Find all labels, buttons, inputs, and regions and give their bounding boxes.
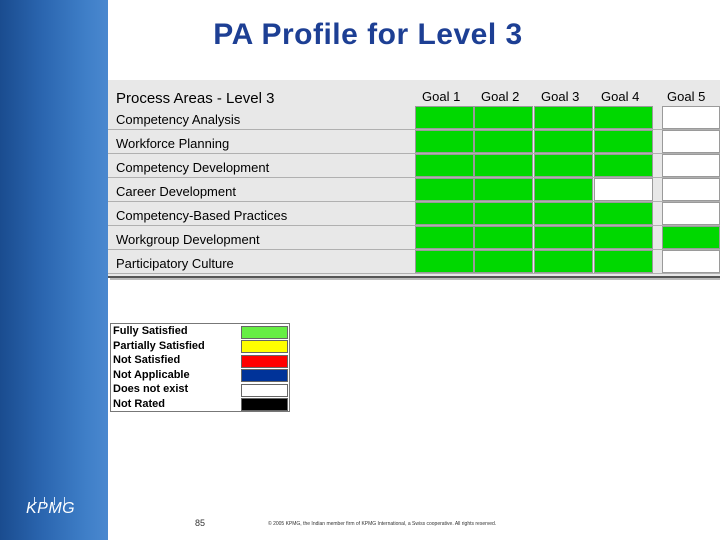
goal-status-cell (662, 106, 720, 129)
goal-status-cell (662, 226, 720, 249)
legend-label: Not Rated (113, 397, 165, 410)
goal-header-2: Goal 2 (481, 89, 520, 104)
legend-label: Partially Satisfied (113, 339, 205, 352)
pa-profile-table (108, 80, 720, 278)
goal-status-cell (415, 202, 474, 225)
row-divider (108, 273, 720, 274)
goal-status-cell (534, 178, 593, 201)
goal-status-cell (474, 250, 533, 273)
goal-status-cell (594, 130, 653, 153)
goal-status-cell (594, 202, 653, 225)
kpmg-logo (0, 500, 108, 524)
goal-status-cell (662, 154, 720, 177)
goal-status-cell (474, 202, 533, 225)
goal-status-cell (594, 178, 653, 201)
legend-swatch (241, 398, 288, 411)
goal-header-4: Goal 4 (601, 89, 640, 104)
legend-swatch (241, 369, 288, 382)
legend-swatch (241, 340, 288, 353)
legend-swatch (241, 326, 288, 339)
goal-status-cell (534, 130, 593, 153)
legend-label: Not Satisfied (113, 354, 181, 366)
goal-status-cell (534, 154, 593, 177)
goal-status-cell (662, 178, 720, 201)
goal-status-cell (662, 250, 720, 273)
row-label: Career Development (116, 184, 236, 199)
goal-header-1: Goal 1 (422, 89, 461, 104)
goal-status-cell (415, 226, 474, 249)
goal-status-cell (474, 130, 533, 153)
goal-status-cell (594, 250, 653, 273)
goal-status-cell (594, 106, 653, 129)
row-label: Workforce Planning (116, 136, 230, 151)
goal-status-cell (474, 106, 533, 129)
goal-status-cell (415, 250, 474, 273)
goal-status-cell (534, 106, 593, 129)
goal-status-cell (474, 154, 533, 177)
legend-label: Does not exist (113, 383, 189, 395)
goal-status-cell (415, 178, 474, 201)
goal-status-cell (534, 202, 593, 225)
goal-status-cell (662, 202, 720, 225)
row-label: Competency Development (116, 160, 270, 175)
page-number: 85 (195, 518, 206, 528)
row-label: Workgroup Development (116, 232, 260, 247)
goal-status-cell (534, 250, 593, 273)
legend-swatch (241, 384, 288, 397)
goal-status-cell (594, 226, 653, 249)
legend-label: Fully Satisfied (113, 325, 188, 337)
goal-header-3: Goal 3 (541, 89, 580, 104)
row-label: Participatory Culture (116, 256, 234, 271)
goal-status-cell (415, 106, 474, 129)
logo-text: KPMG (26, 500, 76, 517)
goal-status-cell (662, 130, 720, 153)
goal-header-5: Goal 5 (667, 89, 706, 104)
row-label: Competency Analysis (116, 112, 241, 127)
goal-status-cell (534, 226, 593, 249)
sidebar-panel (0, 0, 108, 540)
status-legend (110, 323, 290, 412)
goal-status-cell (594, 154, 653, 177)
goal-status-cell (474, 226, 533, 249)
page-title: PA Profile for Level 3 (213, 18, 523, 51)
footer-copyright: © 2005 KPMG, the Indian member firm of KPMG International, a Swiss cooperative. All rights reserved. (268, 521, 497, 527)
goal-status-cell (474, 178, 533, 201)
goal-status-cell (415, 154, 474, 177)
goal-status-cell (415, 130, 474, 153)
table-header-label: Process Areas - Level 3 (116, 90, 275, 107)
legend-label: Not Applicable (113, 368, 190, 381)
row-label: Competency-Based Practices (116, 208, 288, 223)
legend-swatch (241, 355, 288, 368)
